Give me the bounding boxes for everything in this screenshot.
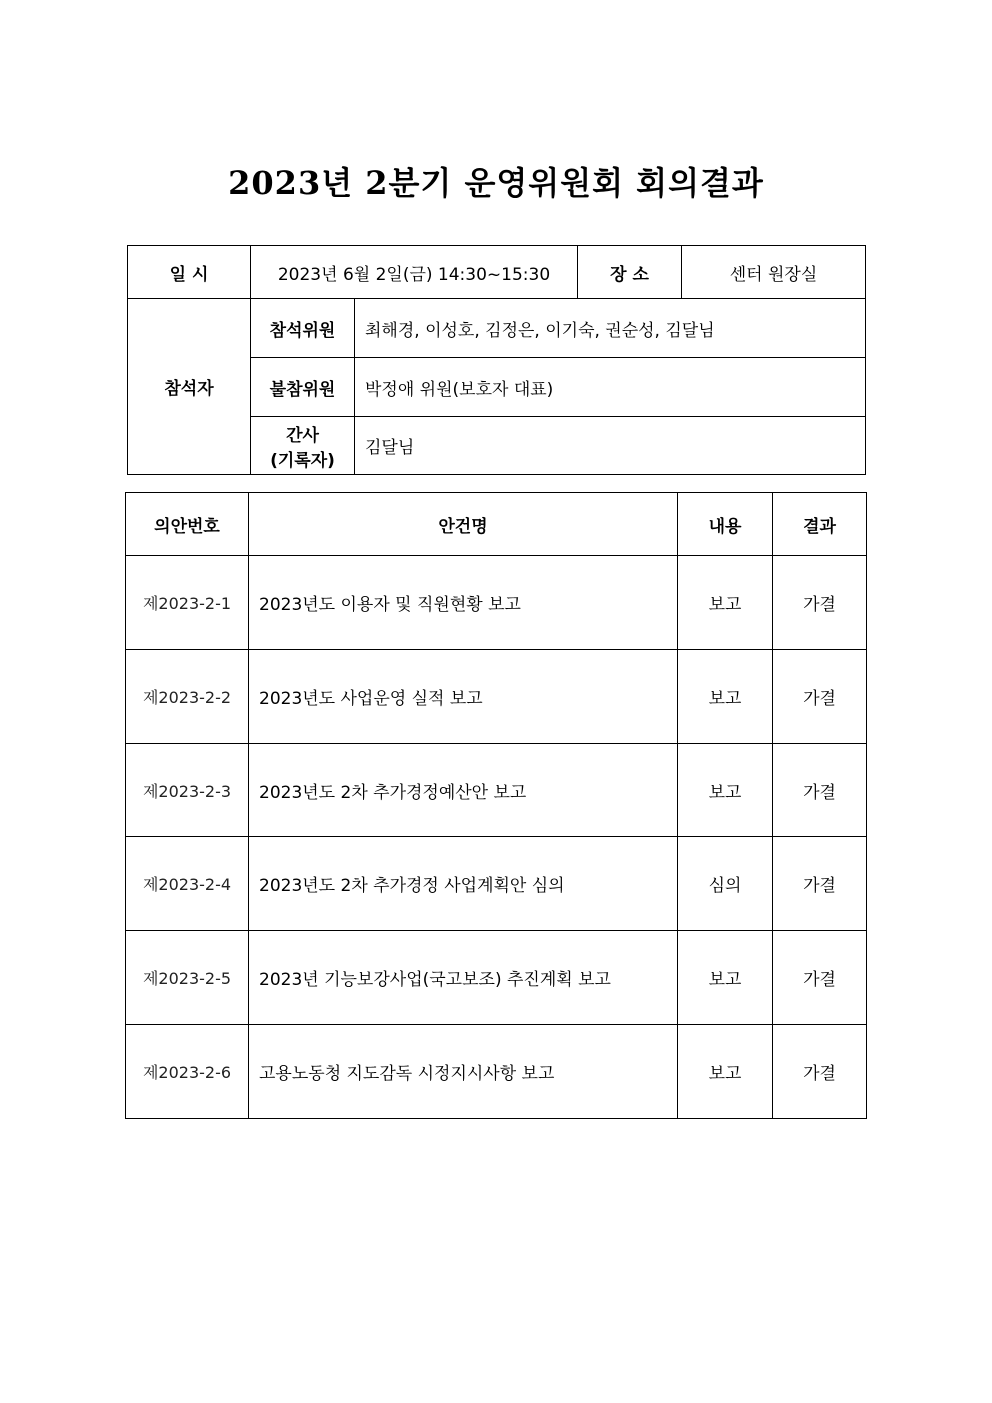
- header-agenda-no: 의안번호: [126, 493, 249, 556]
- agenda-result: 가결: [773, 744, 867, 837]
- table-row: [126, 744, 867, 837]
- agenda-no: 제2023-2-2: [126, 650, 249, 744]
- agenda-result: 가결: [773, 1025, 867, 1119]
- agenda-type: 보고: [678, 931, 773, 1025]
- date-value: 2023년 6월 2일(금) 14:30~15:30: [251, 246, 578, 299]
- table-row: [126, 931, 867, 1025]
- agenda-title: 2023년도 사업운영 실적 보고: [249, 650, 678, 744]
- agenda-type: 보고: [678, 650, 773, 744]
- present-value: 최해경, 이성호, 김정은, 이기숙, 권순성, 김달님: [355, 299, 866, 358]
- date-place-row: [128, 246, 866, 299]
- secretary-label: [251, 417, 355, 475]
- table-row: [126, 1025, 867, 1119]
- agenda-no: 제2023-2-4: [126, 837, 249, 931]
- agenda-result: 가결: [773, 931, 867, 1025]
- table-row: [126, 650, 867, 744]
- date-label: 일 시: [128, 246, 251, 299]
- agenda-title: 2023년 기능보강사업(국고보조) 추진계획 보고: [249, 931, 678, 1025]
- absent-value: 박정애 위원(보호자 대표): [355, 358, 866, 417]
- agenda-type: 보고: [678, 556, 773, 650]
- agenda-header-row: [126, 493, 867, 556]
- agenda-type: 보고: [678, 744, 773, 837]
- agenda-type: 심의: [678, 837, 773, 931]
- place-value: 센터 원장실: [682, 246, 866, 299]
- secretary-label-line1: 간사: [286, 425, 319, 446]
- agenda-no: 제2023-2-5: [126, 931, 249, 1025]
- absent-label: 불참위원: [251, 358, 355, 417]
- agenda-result: 가결: [773, 556, 867, 650]
- agenda-no: 제2023-2-1: [126, 556, 249, 650]
- present-row: [128, 299, 866, 358]
- agenda-no: 제2023-2-6: [126, 1025, 249, 1119]
- agenda-no: 제2023-2-3: [126, 744, 249, 837]
- agenda-result: 가결: [773, 837, 867, 931]
- agenda-table: [125, 492, 867, 1119]
- header-agenda-title: 안건명: [249, 493, 678, 556]
- header-agenda-result: 결과: [773, 493, 867, 556]
- place-label: 장 소: [578, 246, 682, 299]
- agenda-title: 2023년도 이용자 및 직원현황 보고: [249, 556, 678, 650]
- table-row: [126, 837, 867, 931]
- agenda-type: 보고: [678, 1025, 773, 1119]
- agenda-title: 2023년도 2차 추가경정 사업계획안 심의: [249, 837, 678, 931]
- secretary-value: 김달님: [355, 417, 866, 475]
- document-title: 2023년 2분기 운영위원회 회의결과: [228, 164, 764, 202]
- header-agenda-type: 내용: [678, 493, 773, 556]
- present-label: 참석위원: [251, 299, 355, 358]
- agenda-title: 고용노동청 지도감독 시정지시사항 보고: [249, 1025, 678, 1119]
- table-row: [126, 556, 867, 650]
- agenda-result: 가결: [773, 650, 867, 744]
- attendees-label: 참석자: [128, 299, 251, 475]
- secretary-label-line2: (기록자): [270, 450, 335, 471]
- meeting-info-table: [127, 245, 866, 475]
- agenda-title: 2023년도 2차 추가경정예산안 보고: [249, 744, 678, 837]
